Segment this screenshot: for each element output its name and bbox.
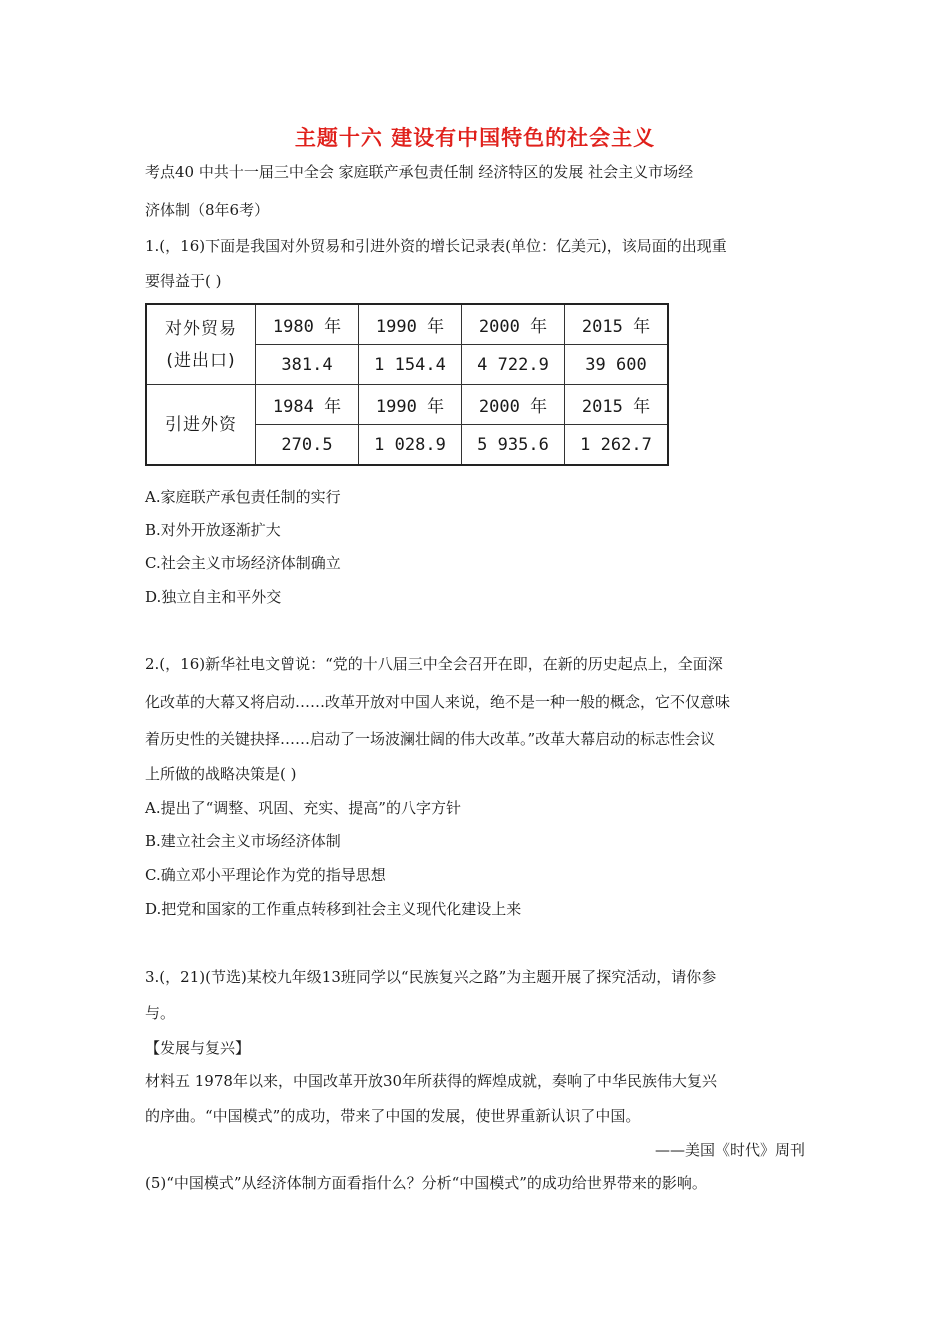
table-cell: 39 600 (565, 345, 669, 385)
q1-option-c: C.社会主义市场经济体制确立 (145, 554, 341, 572)
q2-stem-line-2: 化改革的大幕又将启动……改革开放对中国人来说，绝不是一种一般的概念，它不仅意味 (145, 693, 731, 711)
table-cell: 1984 年 (256, 385, 359, 425)
q1-option-d: D.独立自主和平外交 (145, 588, 282, 606)
table-cell: 1980 年 (256, 304, 359, 345)
table-cell: 2000 年 (462, 304, 565, 345)
q2-stem-line-1: 2.(，16)新华社电文曾说：“党的十八届三中全会召开在即，在新的历史起点上，全面深 (145, 655, 723, 673)
q3-material-line-2: 的序曲。“中国模式”的成功，带来了中国的发展，使世界重新认识了中国。 (145, 1107, 641, 1125)
table-cell: 2015 年 (565, 304, 669, 345)
table-cell: 1990 年 (359, 304, 462, 345)
trade-header-label: 对外贸易 (165, 318, 237, 339)
table-cell: 2015 年 (565, 385, 669, 425)
trade-investment-table (145, 303, 669, 466)
q2-option-a: A.提出了“调整、巩固、充实、提高”的八字方针 (145, 799, 461, 817)
q1-option-b: B.对外开放逐渐扩大 (145, 521, 281, 539)
page-title: 主题十六 建设有中国特色的社会主义 (294, 126, 656, 150)
table-cell: 381.4 (256, 345, 359, 385)
exam-point-line-1: 考点40 中共十一届三中全会 家庭联产承包责任制 经济特区的发展 社会主义市场经 (145, 163, 694, 181)
q3-material-source: ——美国《时代》周刊 (654, 1141, 805, 1159)
q2-stem-line-3: 着历史性的关键抉择……启动了一场波澜壮阔的伟大改革。”改革大幕启动的标志性会议 (145, 730, 716, 748)
q3-stem-line-2: 与。 (145, 1004, 176, 1022)
q2-stem-line-4: 上所做的战略决策是( ) (145, 765, 297, 783)
q3-section-heading: 【发展与复兴】 (145, 1039, 251, 1057)
q2-option-b: B.建立社会主义市场经济体制 (145, 832, 341, 850)
q3-stem-line-1: 3.(，21)(节选)某校九年级13班同学以“民族复兴之路”为主题开展了探究活动，请你参 (145, 968, 717, 986)
q1-stem-line-1: 1.(，16)下面是我国对外贸易和引进外资的增长记录表(单位：亿美元)，该局面的出现重 (145, 237, 727, 255)
table-cell: 1990 年 (359, 385, 462, 425)
table-cell: 5 935.6 (462, 425, 565, 466)
exam-point-line-2: 济体制（8年6考） (145, 201, 270, 219)
table-cell: 1 154.4 (359, 345, 462, 385)
table-cell: 270.5 (256, 425, 359, 466)
table-cell: 2000 年 (462, 385, 565, 425)
trade-row-header (146, 304, 256, 385)
invest-row-header: 引进外资 (146, 385, 256, 466)
table-cell: 4 722.9 (462, 345, 565, 385)
q1-option-a: A.家庭联产承包责任制的实行 (145, 488, 341, 506)
q2-option-c: C.确立邓小平理论作为党的指导思想 (145, 866, 386, 884)
q3-material-line-1: 材料五 1978年以来，中国改革开放30年所获得的辉煌成就，奏响了中华民族伟大复兴 (145, 1072, 718, 1090)
trade-header-sublabel: (进出口) (166, 350, 236, 371)
q1-stem-line-2: 要得益于( ) (145, 272, 222, 290)
q2-option-d: D.把党和国家的工作重点转移到社会主义现代化建设上来 (145, 900, 522, 918)
table-cell: 1 028.9 (359, 425, 462, 466)
q3-question-5: (5)“中国模式”从经济体制方面看指什么？分析“中国模式”的成功给世界带来的影响。 (145, 1174, 707, 1192)
table-cell: 1 262.7 (565, 425, 669, 466)
